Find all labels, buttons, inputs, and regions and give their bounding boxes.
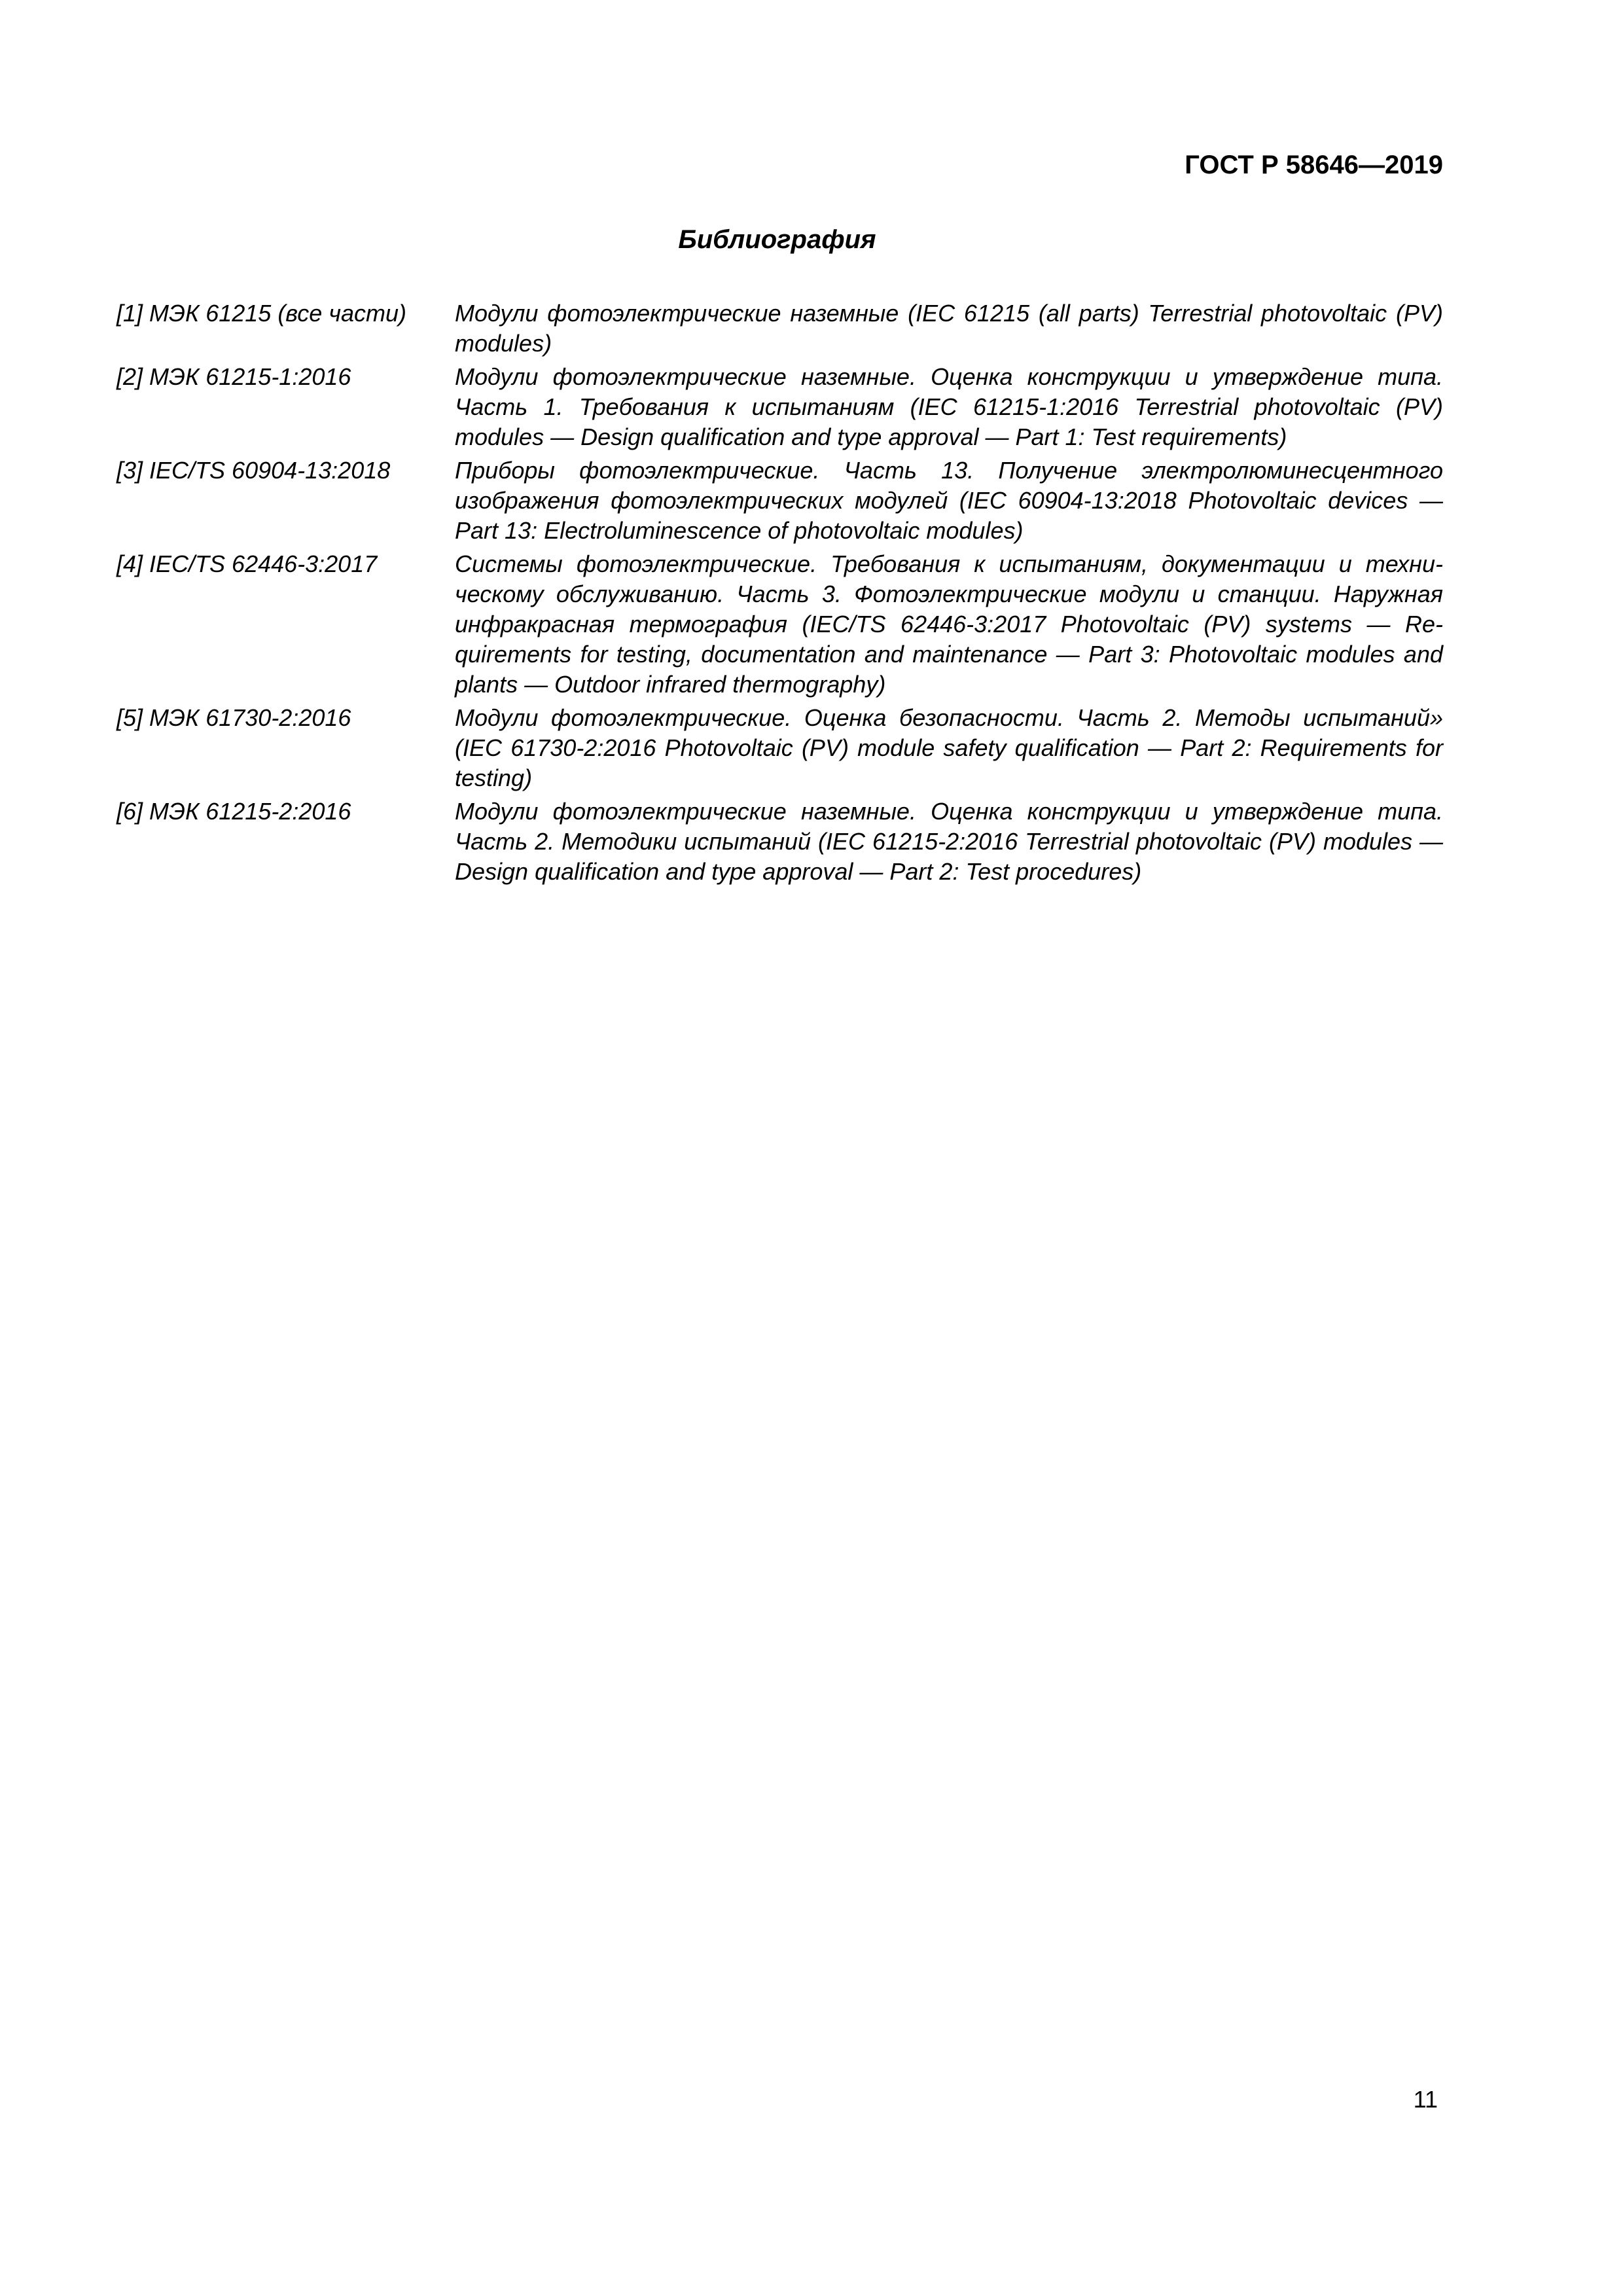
entry-description: Модули фотоэлектрические наземные. Оценка конструкции и утверждение типа. Часть 1. Требования к испытаниям (IEC 61215-1:2016 Terrestrial photovoltaic (PV) modules — Design qualification and type approval — Part 1: Test requirements) bbox=[455, 363, 1443, 450]
document-header: ГОСТ Р 58646—2019 bbox=[1185, 151, 1443, 179]
bibliography-entry bbox=[116, 549, 1443, 700]
entry-description: Модули фотоэлектрические. Оценка безопасности. Часть 2. Методы испытаний» (IEC 61730-2:2016 Photovoltaic (PV) module safety qualification — Part 2: Requirements for testing) bbox=[455, 704, 1443, 791]
bibliography-entry bbox=[116, 362, 1443, 452]
section-title bbox=[0, 224, 1554, 255]
entry-description: Модули фотоэлектрические наземные. Оценка конструкции и утверждение типа. Часть 2. Методики испытаний (IEC 61215-2:2016 Terrestrial photovoltaic (PV) modules — Design qualification and type approval — Part 2: Test procedures) bbox=[455, 798, 1443, 885]
entry-description: Приборы фотоэлектрические. Часть 13. Получение электролюминесцентного изображения фотоэлектрических модулей (IEC 60904-13:2018 Photovoltaic devices — Part 13: Electroluminescence of photovoltaic modules) bbox=[455, 457, 1443, 544]
bibliography-list bbox=[116, 298, 1443, 890]
entry-reference: [4] IEC/TS 62446-3:2017 bbox=[116, 550, 378, 577]
bibliography-entry bbox=[116, 703, 1443, 793]
entry-reference: [6] МЭК 61215-2:2016 bbox=[116, 798, 351, 825]
bibliography-entry bbox=[116, 456, 1443, 546]
bibliography-entry bbox=[116, 298, 1443, 359]
entry-reference: [5] МЭК 61730-2:2016 bbox=[116, 704, 351, 731]
entry-reference: [1] МЭК 61215 (все части) bbox=[116, 300, 406, 327]
entry-description: Системы фотоэлектрические. Требования к испытаниям, документации и техническому обслуживанию. Часть 3. Фотоэлектрические модули и станции. Наружная инфракрасная термография (IEC/TS 62446-3:2017 Photovoltaic (PV) systems — Requirements for testing, documentation and maintenance — Part 3: Photovoltaic modules and plants — Outdoor infrared thermography) bbox=[455, 550, 1443, 698]
entry-description: Модули фотоэлектрические наземные (IEC 61215 (all parts) Terrestrial photovoltaic (PV) modules) bbox=[455, 300, 1443, 357]
entry-reference: [2] МЭК 61215-1:2016 bbox=[116, 363, 351, 390]
entry-reference: [3] IEC/TS 60904-13:2018 bbox=[116, 457, 391, 484]
page-number: 11 bbox=[1413, 2086, 1438, 2113]
bibliography-entry bbox=[116, 797, 1443, 887]
section-title-text: Библиография bbox=[678, 225, 876, 254]
